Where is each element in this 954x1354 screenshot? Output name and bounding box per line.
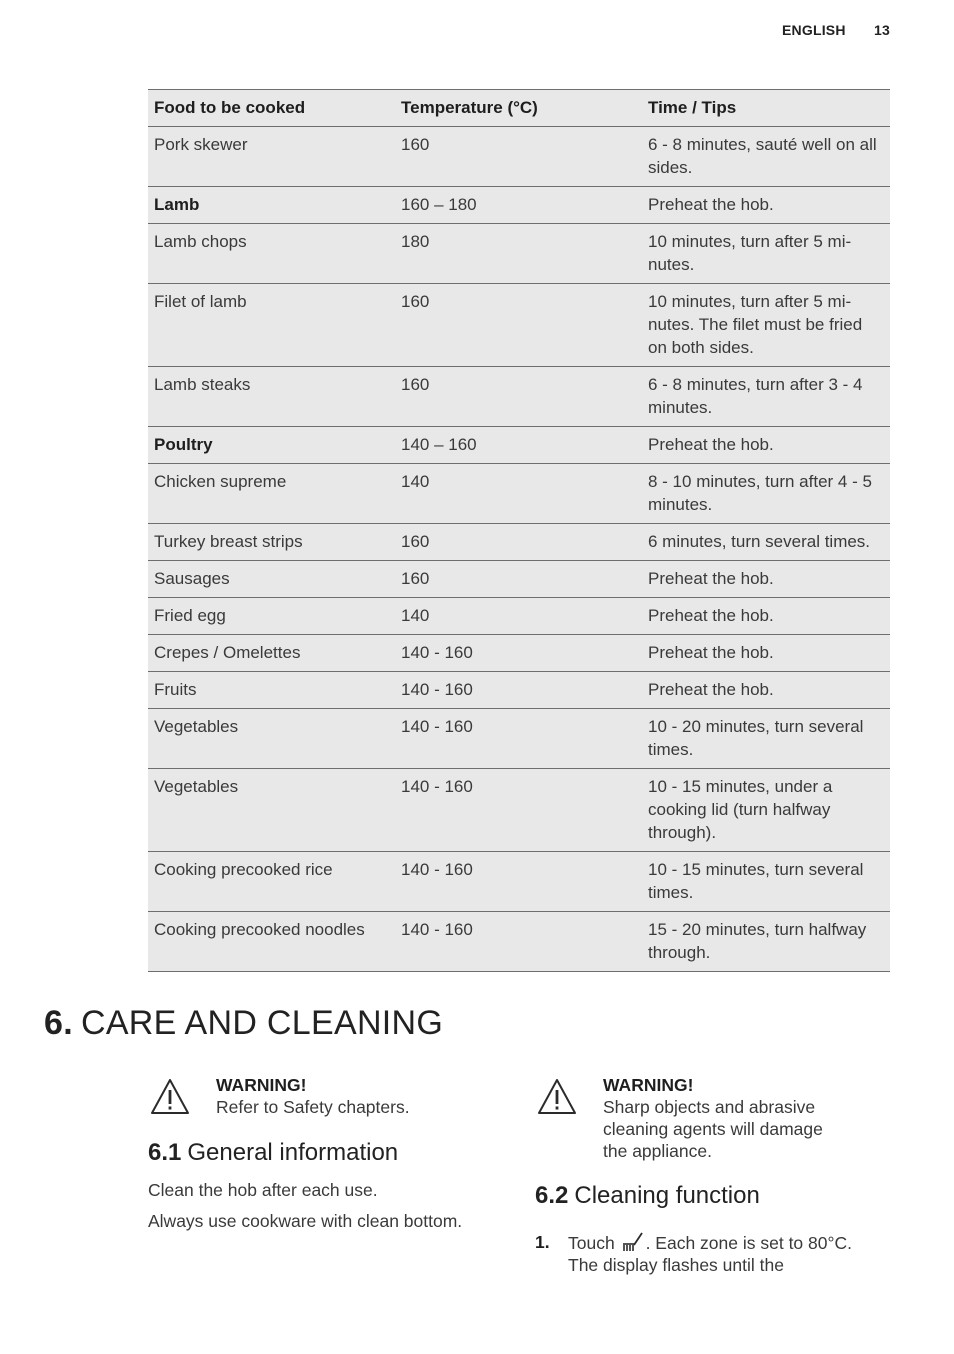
section-number: 6.1 <box>148 1139 182 1166</box>
food-cell: Lamb chops <box>148 224 395 284</box>
tips-cell: 6 - 8 minutes, turn after 3 - 4 minutes. <box>642 367 890 427</box>
temperature-cell: 160 <box>395 367 642 427</box>
temperature-cell: 140 <box>395 598 642 635</box>
food-cell: Vegetables <box>148 769 395 852</box>
temperature-cell: 160 <box>395 524 642 561</box>
table-row <box>148 427 890 464</box>
food-cell: Lamb <box>148 187 395 224</box>
table-row <box>148 127 890 187</box>
section-number: 6.2 <box>535 1182 569 1209</box>
tips-cell: 8 - 10 minutes, turn after 4 - 5 minutes. <box>642 464 890 524</box>
step-1 <box>535 1231 895 1277</box>
food-cell: Filet of lamb <box>148 284 395 367</box>
table-row <box>148 284 890 367</box>
food-cell: Lamb steaks <box>148 367 395 427</box>
tips-cell: 10 - 15 minutes, turn several times. <box>642 852 890 912</box>
chapter-number: 6. <box>44 1004 73 1042</box>
table-row <box>148 852 890 912</box>
temperature-cell: 180 <box>395 224 642 284</box>
table-row <box>148 367 890 427</box>
warning-text: Refer to Safety chapters. <box>216 1097 410 1117</box>
temperature-cell: 140 - 160 <box>395 709 642 769</box>
table-row <box>148 524 890 561</box>
temperature-cell: 140 - 160 <box>395 852 642 912</box>
tips-cell: 6 - 8 minutes, sauté well on all sides. <box>642 127 890 187</box>
food-cell: Turkey breast strips <box>148 524 395 561</box>
column-header: Time / Tips <box>642 90 890 127</box>
temperature-cell: 140 - 160 <box>395 912 642 972</box>
step-text-line2: The display flashes until the <box>568 1255 784 1275</box>
chapter-heading <box>44 1004 443 1043</box>
tips-cell: 10 minutes, turn after 5 mi-nutes. The filet must be fried on both sides. <box>642 284 890 367</box>
column-header: Food to be cooked <box>148 90 395 127</box>
tips-cell: Preheat the hob. <box>642 427 890 464</box>
temperature-cell: 160 <box>395 561 642 598</box>
tips-cell: Preheat the hob. <box>642 598 890 635</box>
warning-triangle-icon <box>150 1078 190 1116</box>
table-row <box>148 598 890 635</box>
tips-cell: 10 - 20 minutes, turn several times. <box>642 709 890 769</box>
language-label: ENGLISH <box>782 22 846 38</box>
paragraph: Always use cookware with clean bottom. <box>148 1211 463 1231</box>
temperature-cell: 160 – 180 <box>395 187 642 224</box>
tips-cell: 10 - 15 minutes, under a cooking lid (turn halfway through). <box>642 769 890 852</box>
paragraph: Clean the hob after each use. <box>148 1180 378 1200</box>
warning-text-line: the appliance. <box>603 1141 712 1161</box>
food-cell: Chicken supreme <box>148 464 395 524</box>
section-heading-cleaning-function <box>535 1182 760 1210</box>
warning-text-line: Sharp objects and abrasive <box>603 1097 816 1117</box>
table-row <box>148 672 890 709</box>
warning-title: WARNING! <box>216 1075 307 1095</box>
table-row <box>148 464 890 524</box>
tips-cell: Preheat the hob. <box>642 672 890 709</box>
food-cell: Fruits <box>148 672 395 709</box>
section-title: General information <box>187 1139 399 1166</box>
table-row <box>148 635 890 672</box>
cooking-table <box>148 89 890 972</box>
warning-triangle-icon <box>537 1078 577 1116</box>
table-row <box>148 709 890 769</box>
temperature-cell: 160 <box>395 127 642 187</box>
tips-cell: 10 minutes, turn after 5 mi-nutes. <box>642 224 890 284</box>
column-header: Temperature (°C) <box>395 90 642 127</box>
table-row <box>148 561 890 598</box>
tips-cell: Preheat the hob. <box>642 635 890 672</box>
temperature-cell: 140 - 160 <box>395 769 642 852</box>
page-number: 13 <box>874 22 890 38</box>
tips-cell: 15 - 20 minutes, turn halfway through. <box>642 912 890 972</box>
temperature-cell: 140 <box>395 464 642 524</box>
temperature-cell: 140 - 160 <box>395 635 642 672</box>
table-row <box>148 224 890 284</box>
table-row <box>148 187 890 224</box>
temperature-cell: 140 – 160 <box>395 427 642 464</box>
step-number: 1. <box>535 1232 550 1252</box>
section-title: Cleaning function <box>574 1182 760 1209</box>
food-cell: Pork skewer <box>148 127 395 187</box>
section-heading-general-information <box>148 1139 398 1167</box>
food-cell: Fried egg <box>148 598 395 635</box>
table-row <box>148 769 890 852</box>
step-text: Touch <box>568 1233 615 1253</box>
page-header <box>782 22 890 39</box>
step-text: . Each zone is set to 80°C. <box>645 1233 852 1253</box>
warning-safety <box>150 1074 480 1122</box>
chapter-title: CARE AND CLEANING <box>80 1004 444 1042</box>
food-cell: Sausages <box>148 561 395 598</box>
warning-title: WARNING! <box>603 1075 694 1095</box>
warning-text-line: cleaning agents will damage <box>603 1119 823 1139</box>
food-cell: Crepes / Omelettes <box>148 635 395 672</box>
table-body <box>148 127 890 972</box>
cleaning-function-icon <box>622 1231 644 1253</box>
tips-cell: Preheat the hob. <box>642 187 890 224</box>
food-cell: Poultry <box>148 427 395 464</box>
tips-cell: 6 minutes, turn several times. <box>642 524 890 561</box>
temperature-cell: 140 - 160 <box>395 672 642 709</box>
food-cell: Vegetables <box>148 709 395 769</box>
food-cell: Cooking precooked noodles <box>148 912 395 972</box>
table-row <box>148 912 890 972</box>
tips-cell: Preheat the hob. <box>642 561 890 598</box>
food-cell: Cooking precooked rice <box>148 852 395 912</box>
warning-sharp-objects <box>537 1074 877 1164</box>
temperature-cell: 160 <box>395 284 642 367</box>
table-header-row <box>148 90 890 127</box>
